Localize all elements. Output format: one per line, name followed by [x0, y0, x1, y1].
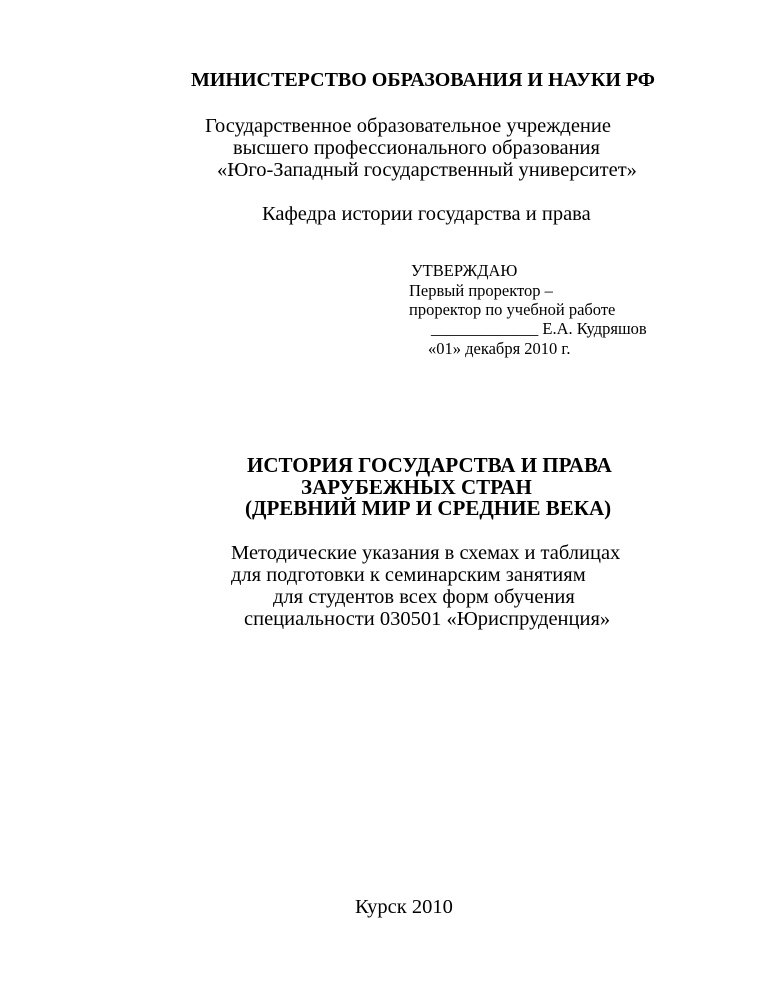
- description-line: для подготовки к семинарским занятиям: [231, 564, 586, 586]
- approval-date: «01» декабря 2010 г.: [428, 339, 571, 358]
- approval-position: проректор по учебной работе: [409, 300, 616, 319]
- department-name: Кафедра истории государства и права: [262, 203, 591, 225]
- title-line: ИСТОРИЯ ГОСУДАРСТВА И ПРАВА: [247, 453, 612, 477]
- approval-position: Первый проректор –: [409, 281, 553, 300]
- institution-line: Государственное образовательное учреждение: [205, 115, 611, 137]
- approval-signature: _____________ Е.А. Кудряшов: [431, 319, 647, 338]
- description-line: специальности 030501 «Юриспруденция»: [244, 608, 611, 630]
- institution-line: высшего профессионального образования: [233, 137, 600, 159]
- description-line: Методические указания в схемах и таблицах: [231, 542, 621, 564]
- institution-line: «Юго-Западный государственный университет»: [217, 159, 637, 181]
- title-line: ЗАРУБЕЖНЫХ СТРАН: [301, 475, 532, 499]
- description-line: для студентов всех форм обучения: [273, 586, 575, 608]
- ministry-heading: МИНИСТЕРСТВО ОБРАЗОВАНИЯ И НАУКИ РФ: [191, 69, 655, 91]
- city-year: Курск 2010: [355, 896, 453, 918]
- approval-heading: УТВЕРЖДАЮ: [411, 261, 518, 280]
- title-line: (ДРЕВНИЙ МИР И СРЕДНИЕ ВЕКА): [245, 496, 612, 520]
